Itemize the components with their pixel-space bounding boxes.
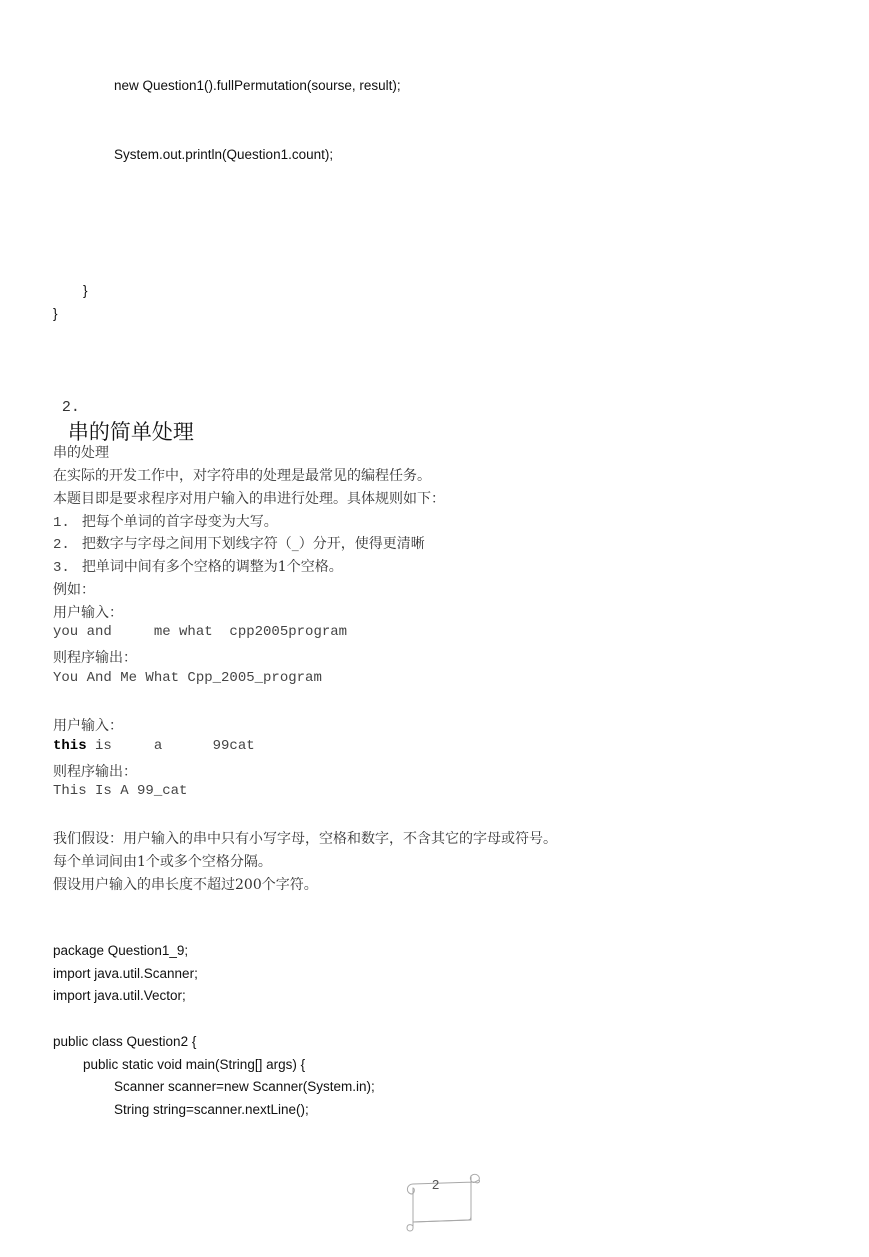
code-line-println: System.out.println(Question1.count); — [114, 147, 334, 162]
section-number: 2. — [61, 399, 80, 416]
sample-input-2-rest: is a 99cat — [86, 738, 255, 754]
input-label-1: 用户输入： — [53, 605, 123, 621]
page-number-scroll — [392, 1152, 476, 1216]
rule-1-number: 1. — [53, 515, 70, 531]
code-main-decl: public static void main(String[] args) { — [83, 1057, 306, 1072]
output-label-2: 则程序输出： — [53, 764, 137, 780]
sample-input-2-keyword: this — [53, 738, 87, 754]
scroll-ornament-icon — [401, 1170, 485, 1234]
code-import-vector: import java.util.Vector; — [53, 988, 186, 1003]
section-title: 串的简单处理 — [67, 420, 194, 444]
assumption-1: 我们假设：用户输入的串中只有小写字母，空格和数字，不含其它的字母或符号。 — [53, 831, 557, 847]
code-read-line: String string=scanner.nextLine(); — [114, 1102, 309, 1117]
code-package: package Question1_9; — [53, 943, 189, 958]
sample-output-1: You And Me What Cpp_2005_program — [53, 670, 322, 686]
code-scanner-init: Scanner scanner=new Scanner(System.in); — [114, 1079, 375, 1094]
rule-3 — [53, 556, 343, 576]
output-label-1: 则程序输出： — [53, 650, 137, 666]
code-line-full-permutation: new Question1().fullPermutation(sourse, result); — [114, 78, 401, 93]
section-heading — [53, 380, 194, 446]
rule-2 — [53, 533, 425, 553]
rule-1 — [53, 511, 278, 531]
sample-output-2: This Is A 99_cat — [53, 783, 188, 799]
page-number: 2 — [432, 1177, 440, 1192]
code-brace-outer: } — [53, 306, 58, 321]
problem-intro-2: 本题目即是要求程序对用户输入的串进行处理。具体规则如下： — [53, 491, 445, 507]
sample-input-1: you and me what cpp2005program — [53, 624, 348, 640]
assumption-3: 假设用户输入的串长度不超过200个字符。 — [53, 877, 318, 893]
example-label: 例如： — [53, 582, 95, 598]
rule-2-text: 把数字与字母之间用下划线字符（_）分开，使得更清晰 — [81, 536, 425, 552]
rule-3-text: 把单词中间有多个空格的调整为1个空格。 — [81, 559, 343, 575]
input-label-2: 用户输入： — [53, 718, 123, 734]
code-import-scanner: import java.util.Scanner; — [53, 966, 198, 981]
rule-3-number: 3. — [53, 560, 70, 576]
rule-2-number: 2. — [53, 537, 70, 553]
problem-heading: 串的处理 — [53, 445, 109, 461]
rule-1-text: 把每个单词的首字母变为大写。 — [81, 514, 278, 530]
code-class-decl: public class Question2 { — [53, 1034, 197, 1049]
problem-intro-1: 在实际的开发工作中，对字符串的处理是最常见的编程任务。 — [53, 468, 431, 484]
code-brace-inner: } — [83, 283, 88, 298]
assumption-2: 每个单词间由1个或多个空格分隔。 — [53, 854, 272, 870]
sample-input-2 — [53, 738, 255, 754]
